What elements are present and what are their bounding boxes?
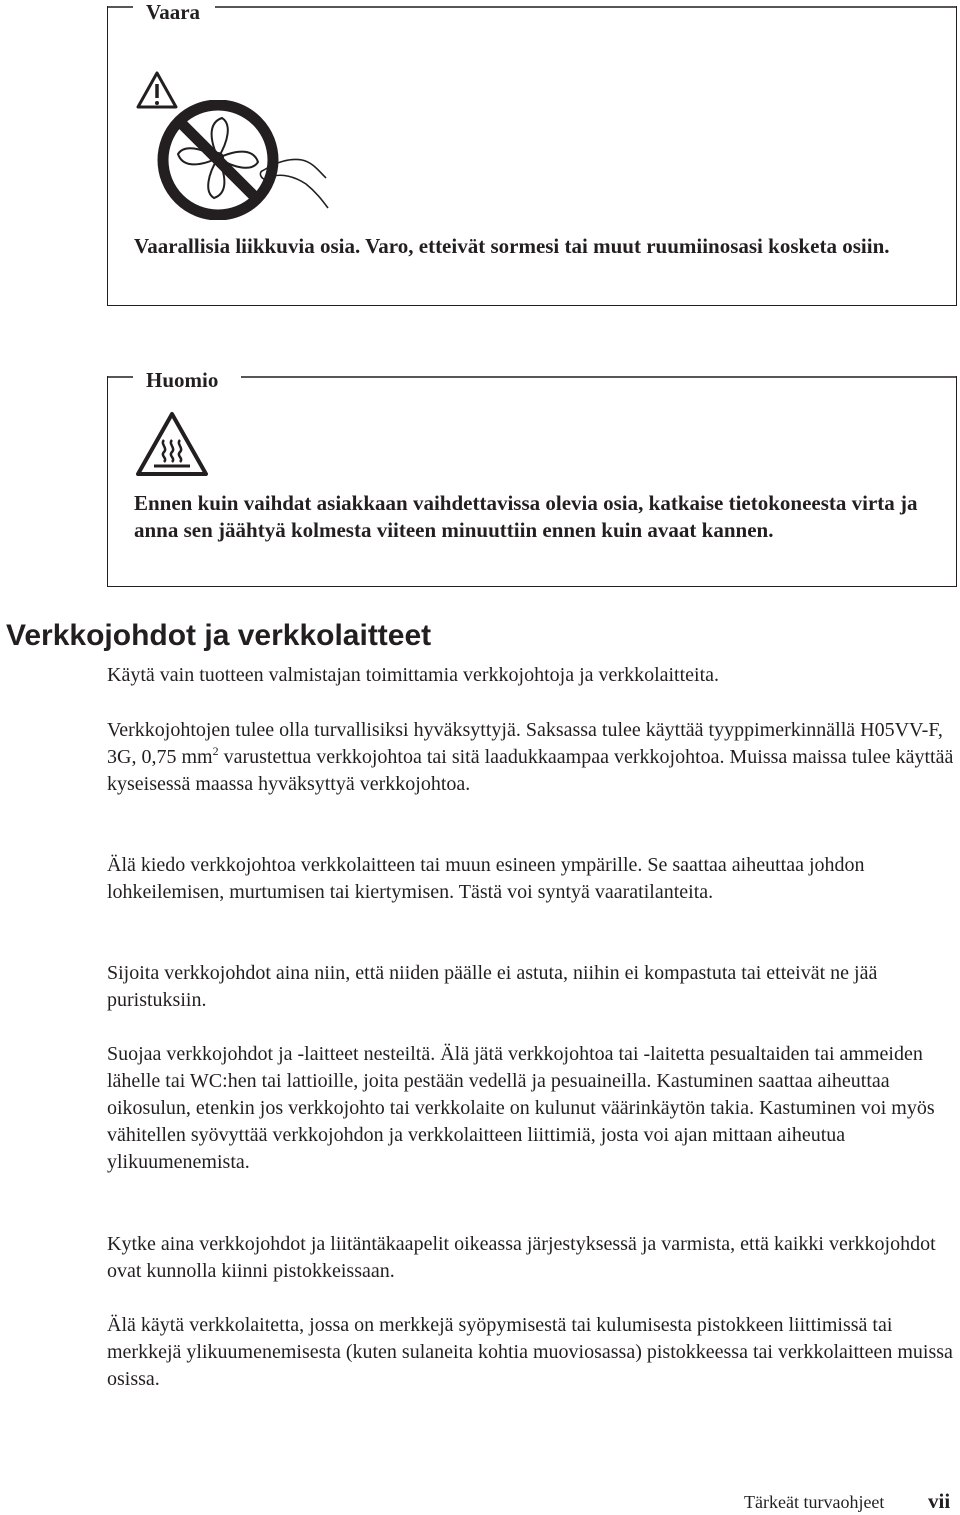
danger-box-top-border: [107, 6, 957, 8]
danger-label: Vaara: [134, 0, 212, 24]
danger-notice-box: [107, 0, 957, 306]
caution-box-top-border: [107, 376, 957, 378]
paragraph-2-text-continued: varustettua verkkojohtoa tai sitä laadukkaampaa verkkojohtoa. Muissa maissa tulee käyttää kyseisessä maassa hyväksyttyä verkkojohtoa.: [107, 746, 954, 795]
superscript-2: 2: [212, 744, 219, 758]
paragraph-7: Älä käytä verkkolaitetta, jossa on merkkejä syöpymisestä tai kulumisesta pistokkeen liittimissä tai merkkejä ylikuumenemisesta (kuten sulaneita kohtia muoviosassa) pistokkeessa tai verkkolaitteen muissa osissa.: [107, 1314, 953, 1390]
footer-title: Tärkeät turvaohjeet: [744, 1492, 885, 1512]
paragraph-3: Älä kiedo verkkojohtoa verkkolaitteen tai muun esineen ympärille. Se saattaa aiheuttaa johdon lohkeilemisen, murtumisen tai kiertymisen. Tästä voi syntyä vaaratilanteita.: [107, 854, 865, 903]
section-heading: Verkkojohdot ja verkkolaitteet: [6, 619, 432, 652]
no-touch-fan-icon: [156, 100, 336, 220]
caution-text: Ennen kuin vaihdat asiakkaan vaihdettavissa olevia osia, katkaise tietokoneesta virta ja anna sen jäähtyä kolmesta viiteen minuuttiin ennen kuin avaat kannen.: [134, 491, 918, 542]
paragraph-1: Käytä vain tuotteen valmistajan toimittamia verkkojohtoja ja verkkolaitteita.: [107, 664, 720, 686]
paragraph-4: Sijoita verkkojohdot aina niin, että niiden päälle ei astuta, niihin ei kompastuta tai etteivät ne jää puristuksiin.: [107, 962, 878, 1011]
hot-surface-icon: [134, 410, 210, 478]
caution-notice-box: [107, 368, 957, 587]
paragraph-6: Kytke aina verkkojohdot ja liitäntäkaapelit oikeassa järjestyksessä ja varmista, että kaikki verkkojohdot ovat kunnolla kiinni pistokkeissaan.: [107, 1233, 936, 1282]
page-number: vii: [928, 1489, 951, 1513]
paragraph-2-text: Verkkojohtojen tulee olla turvallisiksi hyväksyttyjä. Saksassa tulee käyttää tyyppimerkinnällä H05VV-F, 3G, 0,75 mm: [107, 719, 943, 768]
caution-label: Huomio: [134, 368, 230, 392]
paragraph-2: [107, 717, 957, 798]
danger-text: Vaarallisia liikkuvia osia. Varo, etteivät sormesi tai muut ruumiinosasi kosketa osiin.: [134, 234, 890, 258]
paragraph-5: Suojaa verkkojohdot ja -laitteet nesteiltä. Älä jätä verkkojohtoa tai -laitetta pesualtaiden tai ammeiden lähelle tai WC:hen tai lattioille, joita pestään vedellä ja pesuaineilla. Kastuminen saattaa aiheuttaa oikosulun, etenkin jos verkkojohto tai verkkolaite on kulunut väärinkäytön takia. Kastuminen voi myös vähitellen syövyttää verkkojohdon ja verkkolaitteen liittimiä, josta voi ajan mittaan aiheutua ylikuumenemista.: [107, 1043, 935, 1173]
